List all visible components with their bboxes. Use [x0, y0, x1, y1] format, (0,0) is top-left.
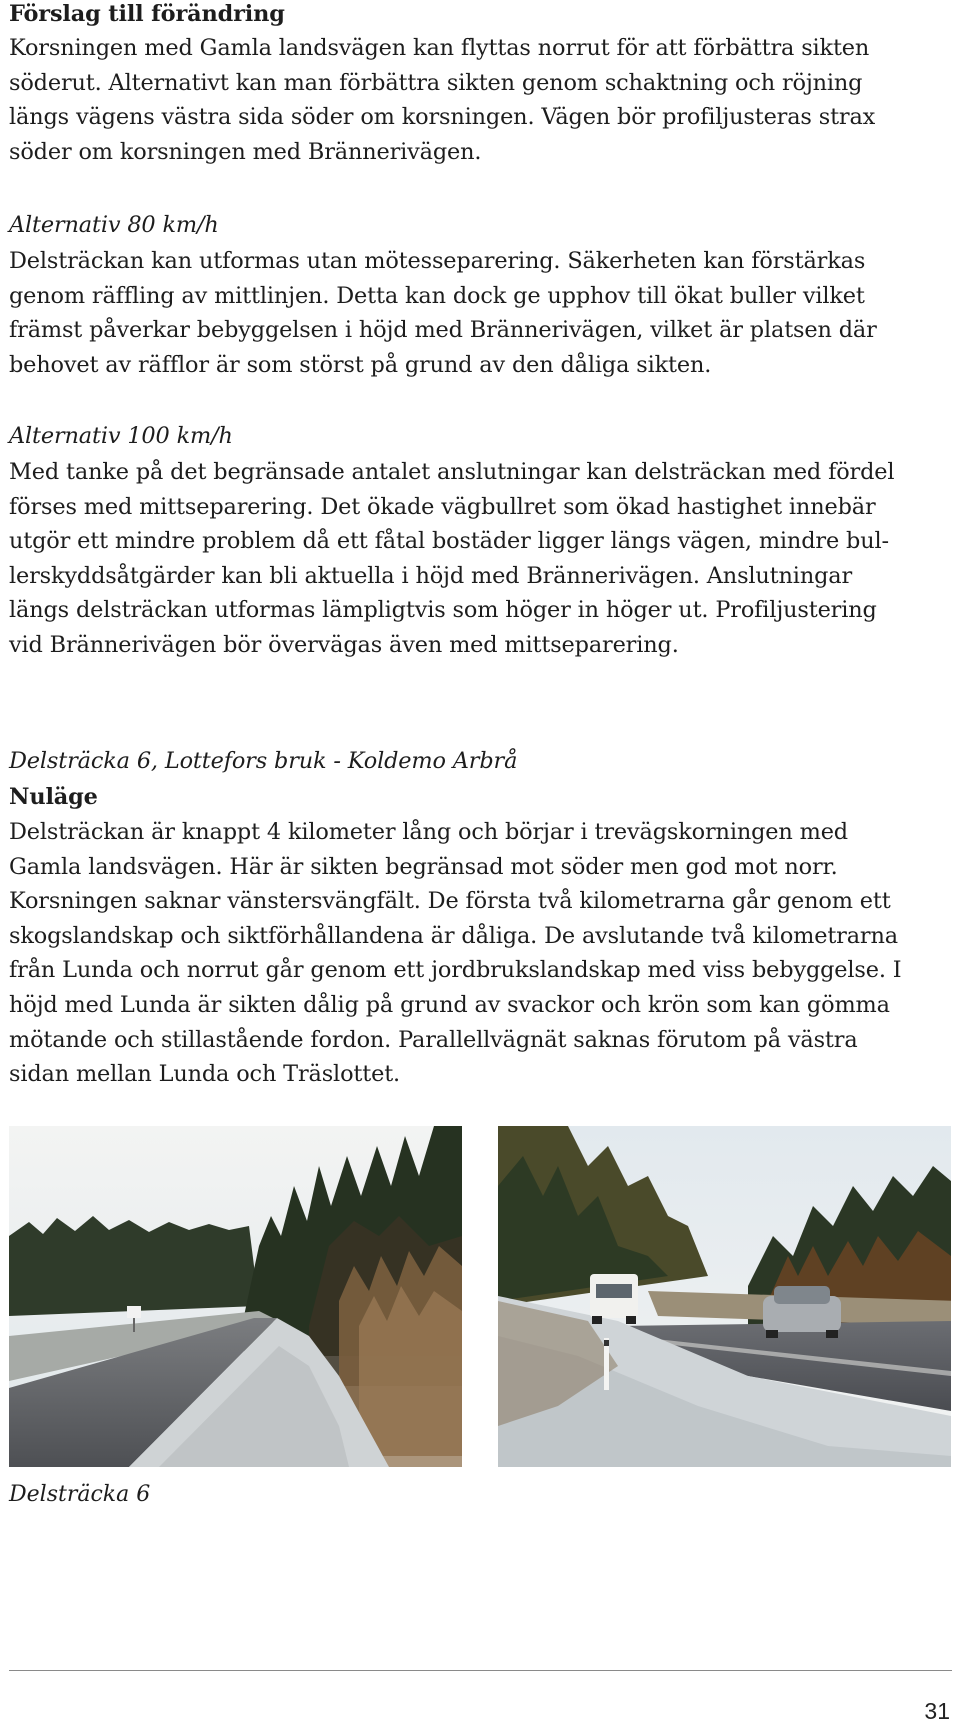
road-photo-with-cars — [498, 1126, 951, 1467]
text-line: främst påverkar bebyggelsen i höjd med Brännerivägen, vilket är platsen där — [9, 317, 877, 344]
text-line: mötande och stillastående fordon. Parallellvägnät saknas förutom på västra — [9, 1026, 858, 1053]
text-line: söderut. Alternativt kan man förbättra sikten genom schaktning och röjning — [9, 69, 863, 96]
text-line: förses med mittseparering. Det ökade vägbullret som ökad hastighet innebär — [9, 493, 876, 520]
road-photo — [9, 1126, 462, 1467]
footer-divider — [9, 1670, 952, 1671]
text-line: Delsträckan är knappt 4 kilometer lång och börjar i trevägskorningen med — [9, 819, 848, 845]
text-line: längs delsträckan utformas lämpligtvis som höger in höger ut. Profiljustering — [9, 597, 877, 624]
text-line: genom räffling av mittlinjen. Detta kan dock ge upphov till ökat buller vilket — [9, 282, 865, 309]
road-photo-with-cars-image — [498, 1126, 951, 1467]
text-line: Med tanke på det begränsade antalet anslutningar kan delsträckan med fördel — [9, 459, 895, 485]
text-line: behovet av räfflor är som störst på grund av den dåliga sikten. — [9, 351, 712, 378]
subheading-alternativ-80: Alternativ 80 km/h — [9, 212, 219, 238]
text-line: utgör ett mindre problem då ett fåtal bostäder ligger längs vägen, mindre bul- — [9, 528, 889, 555]
paragraph-forslag — [9, 31, 949, 169]
text-line: sidan mellan Lunda och Träslottet. — [9, 1061, 401, 1088]
section-heading-forslag: Förslag till förändring — [9, 1, 285, 27]
text-line: söder om korsningen med Brännerivägen. — [9, 138, 482, 165]
text-line: Delsträckan kan utformas utan mötesseparering. Säkerheten kan förstärkas — [9, 248, 866, 274]
section-heading-delstracka-6: Delsträcka 6, Lottefors bruk - Koldemo Arbrå — [9, 748, 518, 774]
text-line: skogslandskap och siktförhållandena är dåliga. De avslutande två kilometrarna — [9, 922, 898, 949]
text-line: Korsningen med Gamla landsvägen kan flyttas norrut för att förbättra sikten — [9, 35, 870, 61]
text-line: från Lunda och norrut går genom ett jordbrukslandskap med viss bebyggelse. I — [9, 957, 902, 984]
text-line: lerskyddsåtgärder kan bli aktuella i höjd med Brännerivägen. Anslutningar — [9, 562, 853, 589]
road-photo-image — [9, 1126, 462, 1467]
paragraph-nulage — [9, 815, 949, 1092]
paragraph-alternativ-100 — [9, 455, 949, 663]
text-line: vid Brännerivägen bör övervägas även med mittseparering. — [9, 631, 679, 658]
page-number: 31 — [924, 1698, 950, 1724]
text-line: längs vägens västra sida söder om korsningen. Vägen bör profiljusteras strax — [9, 104, 876, 131]
subheading-nulage: Nuläge — [9, 784, 98, 810]
text-line: Korsningen saknar vänstersvängfält. De första två kilometrarna går genom ett — [9, 888, 891, 915]
paragraph-alternativ-80 — [9, 244, 949, 382]
subheading-alternativ-100: Alternativ 100 km/h — [9, 423, 233, 449]
text-line: Gamla landsvägen. Här är sikten begränsad mot söder men god mot norr. — [9, 853, 838, 880]
text-line: höjd med Lunda är sikten dålig på grund av svackor och krön som kan gömma — [9, 991, 890, 1018]
figure-caption: Delsträcka 6 — [9, 1482, 151, 1507]
